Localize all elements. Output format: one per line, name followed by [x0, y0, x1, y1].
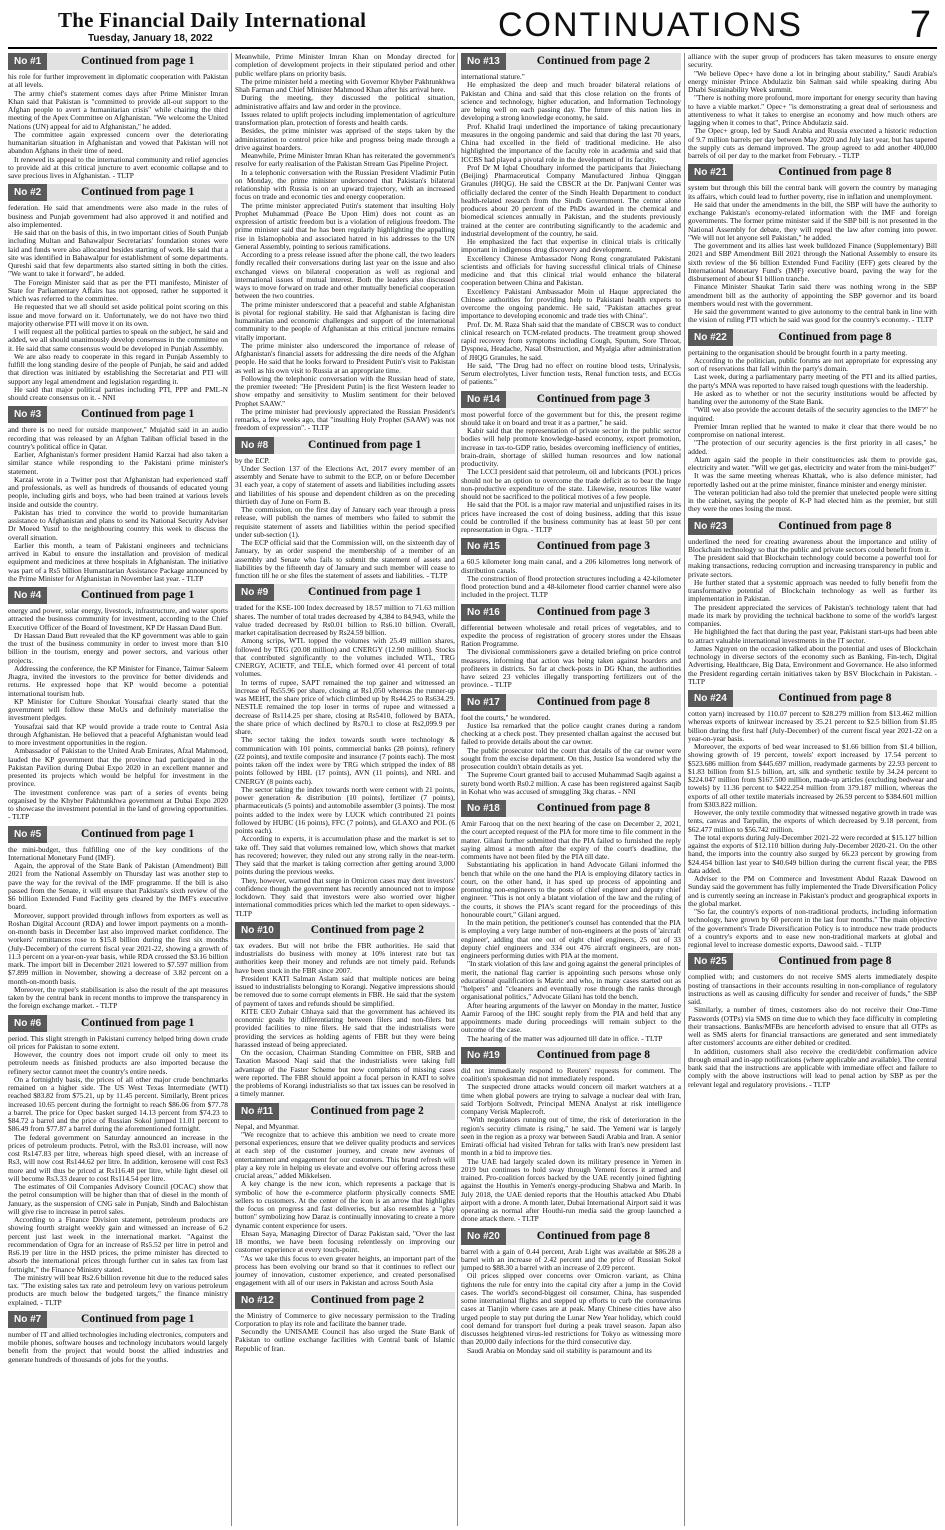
article-title: Continued from page 3 — [506, 391, 681, 408]
article-header — [235, 922, 455, 939]
article-title: Continued from page 1 — [47, 53, 228, 70]
article-title: Continued from page 1 — [47, 1311, 228, 1328]
article-paragraph: On the occasion, Chairman Standing Committee on FBR, SRB and Taxation Masood Naqi said that the industrialists were taking full advantage of the Faster Scheme but now complaints of missing cases were reported. The FBR should appoint a focal person in KATI to solve the problems of Korangi industrialists so that tax issues can be resolved in a timely manner. — [235, 1048, 455, 1099]
article-number: No #3 — [8, 406, 47, 423]
article-paragraph: Prof. Dr. M. Raza Shah said that the mandate of CBSCR was to conduct clinical research on TCM-related products. The treatment group showed rapid recovery from symptoms including Cough, Sputum, Sore Throat, Dyspnea, Headache, Nasal Obstruction, and Myalgia after administration of JHQG Granules, he said. — [461, 319, 681, 362]
article-paragraph: "In stark violation of this law and going against the general principles of merit, the national flag carrier is appointing such persons whose only educational qualification is Matric and who, in many cases started out as "helpers" and "cleaners and eventually rose through the ranks through organisational politics," Advocate Gilani has told the bench. — [461, 959, 681, 1002]
article-title: Continued from page 1 — [47, 826, 228, 843]
article-paragraph: Ehsan Saya, Managing Director of Daraz Pakistan said, "Over the last 18 months, we have been focusing relentlessly on improving our customer experience at every touch-point. — [235, 1228, 455, 1255]
article-body — [8, 1331, 228, 1364]
article-title: Continued from page 8 — [733, 329, 937, 346]
article-body — [235, 53, 455, 433]
article-paragraph: During the meeting, they discussed the political situation, administrative affairs and law and order in the province. — [235, 93, 455, 111]
article-paragraph: The president said that Blockchain technology could become a powerful tool for making transactions, reducing corruption and increasing transparency in public and private sectors. — [688, 553, 937, 579]
article-paragraph: and there is no need for outside manpower," Mujahid said in an audio recording that was released by an Afghan Taliban official based in the country's political office in Qatar. — [8, 425, 228, 451]
article-paragraph: "As we take this focus to even greater heights, an important part of the process has been evolving our brand so that it continues to reflect our journey of innovation, customer experience, and created personalised engagement with all of our users in Pakistan and across South Asia — [235, 1253, 455, 1288]
article-paragraph: The UAE had largely scaled down its military presence in Yemen in 2019 but continues to hold sway through Yemeni forces it armed and trained. Pro-coalition forces backed by the UAE recently joined fighting against the Houthis in Yemen's energy-producing Shabwa and Marib. In July 2018, the UAE denied reports that the Houthis attacked Abu Dhabi airport with a drone. A month later, Dubai International Airport said it was operating as normal after Houthi-run media said the group launched a drone attack there. - TLTP — [461, 1156, 681, 1224]
article-paragraph: According to experts, it is accumulation phase and the market is set to take off. They said that volumes remained low, which shows that market has recovered; however, they ruled out any strong rally in the near-term. They said that the market is taking correction after getting around 3,000 points during the previous weeks. — [235, 834, 455, 877]
continued-article — [8, 184, 228, 402]
article-paragraph: The sector taking the index towards south were technology & communication with 101 points, commercial banks (28 points), refinery (22 points), and textile composite and insurance (7 points each). The most points taken off the index were by TRG which stripped the index of 88 points followed by HBL (17 points), AVN (11 points), and NRL and CNERGY (8 points each). — [235, 735, 455, 786]
article-body — [461, 1067, 681, 1224]
article-header — [461, 391, 681, 408]
article-paragraph: He said, "The Drug had no effect on routine blood tests, Urinalysis, Serum electrolytes, Liver function tests, Renal function tests, and ECGs of patients." — [461, 360, 681, 387]
article-paragraph: Secondly the UNISAME Council has also urged the State Bank of Pakistan to outline exchange facilities with Central bank of Islamic Republic of Iran. — [235, 1327, 455, 1353]
continued-article — [235, 1103, 455, 1288]
article-paragraph: The president appreciated the services of Pakistan's technology talent that had made its mark by providing the technical backbone to some of the world's largest companies. — [688, 602, 937, 628]
article-paragraph: Meanwhile, Prime Minister Imran Khan on Monday directed for completion of development projects in their stipulated period and other public welfare plans on priority basis. — [235, 53, 455, 78]
article-paragraph: number of IT and allied technologies including electronics, computers and mobile phones, software houses and technology incubators would largely benefit from the project that would boost the allied industries and generate hundreds of thousands of jobs for the youths. — [8, 1329, 228, 1364]
article-body — [688, 53, 937, 160]
article-paragraph: Dr Hassan Daud Butt revealed that the KP government was able to gain the trust of the business community in order to invest more than $10 billion in the tourism, energy and power sectors, and various other projects. — [8, 630, 228, 665]
article-paragraph: He further stated that a systemic approach was needed to fully benefit from the transformative potential of Blockchain technology as well as further its implementation in Pakistan. — [688, 577, 937, 604]
article-paragraph: He said that major political parties including PTI, PPP and PML-N should create consensus on it. - NNI — [8, 384, 228, 402]
article-paragraph: The total exports during July-December 2021-22 were recorded at $15.127 billion against the exports of $12.110 billion during July-December 2020-21. On the other hand, the imports into the country also surged by 66.23 percent by growing from $24.454 billion last year to $40.649 billion during the current fiscal year, the PBS data added. — [688, 832, 937, 875]
continued-article — [461, 800, 681, 1043]
article-paragraph: "So far, the country's exports of non-traditional products, including information technology, have grown by 60 percent in the last four months." The main objective of the government's Trade Diversification Policy is to introduce new trade products of a country's exports and to ease new non-traditional markets at global and regional level to increase domestic exports, Dawood said. - TLTP — [688, 907, 937, 949]
article-body — [235, 1123, 455, 1288]
article-number: No #14 — [461, 391, 506, 408]
article-paragraph: In a telephonic conversation with the Russian President Vladimir Putin on Monday, the prime minister underscored that Pakistan's bilateral relationship with Russia is on an upward trajectory, with an increased focus on trade and economic ties and energy cooperation. — [235, 167, 455, 202]
article-header — [235, 1103, 455, 1120]
article-paragraph: He said that under the amendments in the bill, the SBP will have the authority to exchange Pakistan's economy-related information with the IMF and foreign governments. The former prime minister said if the SBP bill is not presented in the National Assembly for debate, they will repeal the law after coming into power. "We will not let anyone sell Pakistan," he added. — [688, 199, 937, 242]
article-paragraph: The suspected drone attacks would concern oil market watchers at a time when global powers are trying to salvage a nuclear deal with Iran, said Torbjorn Soltvedt, Principal MENA Analyst at risk intelligence company Verisk Maplecroft. — [461, 1082, 681, 1116]
article-paragraph: energy and power, solar energy, livestock, infrastructure, and water sports attracted the business community for investment, according to the Chief Executive Officer of the Board of Investment, KP Dr Hassan Daud Butt. — [8, 606, 228, 632]
article-paragraph: Saudi Arabia on Monday said oil stability is paramount and its — [467, 1345, 652, 1355]
masthead — [8, 4, 937, 48]
article-body — [235, 1312, 455, 1353]
article-paragraph: Again, the approval of the State Bank of Pakistan (Amendment) Bill 2021 from the National Assembly on Thursday last was another step to pave the way for the revival of the IMF programme. If the bill is also passed from the Senate, it will ensure that Pakistan's sixth review of the $6 billion Extended Fund Facility gets cleared by the IMF's executive board. — [8, 861, 228, 912]
article-paragraph: Finance Minister Shaukat Tarin said there was nothing wrong in the SBP amendment bill as the authority of appointing the SBP governor and its board members would rest with the government. — [688, 282, 937, 308]
column-divider — [231, 53, 232, 1526]
article-header — [688, 329, 937, 346]
article-paragraph: The ministry will bear Rs2.6 billion revenue hit due to the reduced sales tax. "The existing sales tax rate and petroleum levy on various petroleum products are much below the budgeted targets," the finance ministry explained. - TLTP — [8, 1272, 228, 1307]
article-paragraph: He said that on the basis of this, in two important cities of South Punjab including Multan and Bahawalpur Secretariats' foundation stones were laid and funds were also allocated besides starting of work. He said that a site was identified in Bahawalpur for establishment of some departments. Qureshi said that few departments also started sitting in both the cities. "We want to take it forward", he added. — [8, 228, 228, 279]
article-title: Continued from page 1 — [47, 1015, 228, 1032]
article-paragraph: On a fortnightly basis, the prices of all other major crude benchmarks remained on a higher side. The US West Texas Intermediate (WTI) reached $83.82 from $75.21, up by 11.45 percent. Similarly, Brent prices increased 10.65 percent during the fortnight to reach $86.06 from $77.78 a barrel. The price for Opec basket surged 14.13 percent from $74.23 to $84.72 a barrel and the price of Russian Sokol jumped 11.01 percent to $86.49 from $77.87 a barrel during the aforementioned fortnight. — [8, 1074, 228, 1134]
article-paragraph: period. This slight strength in Pakistani currency helped bring down crude oil prices for Pakistan to some extent. — [8, 1033, 228, 1051]
article-paragraph: According to a press release issued after the phone call, the two leaders fondly recalled their conversations during last year on the issue and also exchanged views on bilateral cooperation as well as regional and international issues of mutual interest. Both the leaders also discussed ways to move forward on trade and other mutually beneficial cooperation between the two countries. — [235, 250, 455, 301]
article-number: No #8 — [235, 437, 274, 454]
page-number: 7 — [909, 4, 931, 46]
article-header — [8, 53, 228, 70]
article-number: No #16 — [461, 604, 506, 621]
article-body — [688, 538, 937, 687]
article-body — [688, 973, 937, 1089]
article-body — [461, 558, 681, 599]
article-paragraph: barrel with a gain of 0.44 percent, Arab Light was available at $86.28 a barrel with an increase of 2.42 percent and the price of Russian Sokol jumped to $88.30 a barrel with an increase of 2.09 percent. — [461, 1246, 681, 1272]
article-paragraph: the Ministry of Commerce to give necessary permission to the Trading Corporation to play its role and facilitate the banner trade. — [235, 1310, 455, 1328]
continued-article — [8, 1015, 228, 1307]
article-title: Continued from page 2 — [280, 1292, 455, 1309]
article-header — [235, 584, 455, 601]
article-header — [688, 518, 937, 535]
article-paragraph: KP Minister for Culture Shoukat Yousafzai clearly stated that the government will follow these MoUs and definitely materialise the investment pledges. — [8, 696, 228, 723]
continued-article — [461, 1047, 681, 1224]
article-number: No #13 — [461, 53, 506, 70]
article-body — [688, 184, 937, 324]
article-body — [461, 73, 681, 387]
article-number: No #18 — [461, 800, 506, 817]
article-title: Continued from page 8 — [506, 1228, 681, 1245]
article-header — [688, 164, 937, 181]
article-paragraph: Amir Farooq that on the next hearing of the case on December 2, 2021, the court accepted request of the PIA for more time to file comment in the matter. Gilani further submitted that the PIA failed to furnished the reply saying almost a month after the expiry of the court's deadline, the comments have not been filed by the PIA till date. — [461, 819, 681, 861]
article-paragraph: The government and its allies last week bulldozed Finance (Supplementary) Bill 2021 and SBP Amendment Bill 2021 through the National Assembly to ensure its sixth review of the $6 billion Extended Fund Facility (EFF) gets cleared by the International Monetary Fund's (IMF) executive board, paving the way for the disbursement of about $1 billion tranche. — [688, 241, 937, 283]
article-paragraph: Ambassador of Pakistan to the United Arab Emirates, Afzal Mahmood, lauded the KP government that the province had participated in the Pakistan Pavilion during Dubai Expo 2020 in an excellent manner and presented its projects which would be helpful for investment in the province. — [8, 746, 228, 789]
article-title: Continued from page 8 — [733, 690, 937, 707]
article-paragraph: They, however, warned that surge in Omicron cases may dent investors' confidence though the government has recently announced not to impose lockdown. They said that investors were also worried over higher international commodities prices which led the market to open sideways. - TLTP — [235, 875, 455, 918]
article-paragraph: complied with; and customers do not receive SMS alerts immediately despite posting of transactions in their accounts resulting in non-compliance of regulatory instructions as well as causing difficulty for sender and receiver of funds," the SBP said. — [688, 972, 937, 1006]
article-paragraph: In addition, customers shall also receive the credit/debit confirmation advice through email and in-app notifications (where applicable and available). The central bank said that the instructions are applicable with immediate effect and failure to comply with the above instructions will lead to penal action by SBP as per the relevant legal and regulatory provisions. - TLTP — [688, 1046, 937, 1089]
article-number: No #7 — [8, 1311, 47, 1328]
article-paragraph: The ECP official said that the Commission will, on the sixteenth day of January, by an order suspend the membership of a member of an assembly and Senate who fails to submit the statement of assets and liabilities by the fifteenth day of January and such member will cease to function till he or she files the statement of assets and liabilities. - TLTP — [235, 538, 455, 580]
continued-article — [461, 538, 681, 599]
article-paragraph: "The protection of our security agencies is the first priority in all cases," he added. — [688, 438, 937, 456]
article-paragraph: Justice Isa remarked that the police caught cranes during a random checking at a check post. They presented challan against the accused but failed to provide details about the car owner. — [461, 720, 681, 747]
article-header — [8, 184, 228, 201]
article-number: No #17 — [461, 694, 506, 711]
article-title: Continued from page 2 — [506, 53, 681, 70]
article-paragraph: international stature." — [461, 72, 525, 81]
column-1 — [8, 53, 228, 1526]
article-paragraph: Similarly, a number of times, customers also do not receive their One-Time Passwords (OTPs) via SMS on time due to which they face difficulty in completing their transactions. Banks/MFBs are henceforth advised to ensure that all OTPs as well as SMS alerts for financial transactions are generated and sent immediately after customers' accounts are either debited or credited. — [688, 1005, 937, 1048]
article-paragraph: fool the courts," he wondered. — [461, 712, 551, 722]
article-paragraph: Among scrips, WTL topped the volumes with 25.49 million shares, followed by TRG (20.08 million) and CNERGY (12.90 million). Stocks that contributed significantly to the volumes included WTL, TRG CNERGY, ACIETF, and TELE, which formed over 41 percent of total volumes. — [235, 636, 455, 679]
continued-article — [688, 164, 937, 324]
article-paragraph: The committee again expressed concern over the deteriorating humanitarian situation in Afghanistan and vowed that Pakistan will not abandon Afghans in their time of need. — [8, 129, 228, 156]
article-title: Continued from page 3 — [506, 538, 681, 555]
article-number: No #15 — [461, 538, 506, 555]
article-header — [8, 1311, 228, 1328]
article-body — [235, 942, 455, 1099]
article-paragraph: Alam again said the people in their constituencies ask them to provide gas, electricity and water. "Will we get gas, electricity and water from the mini-budget?" — [688, 454, 937, 472]
article-paragraph: Nepal, and Myanmar. — [235, 1121, 300, 1131]
article-body — [8, 426, 228, 583]
article-header — [235, 437, 455, 454]
article-paragraph: The prime minister also underscored the importance of release of Afghanistan's financial assets for addressing the dire needs of the Afghan people. He said that he looks forward to President Putin's visit to Pakistan as well as his own visit to Russia at an appropriate time. — [235, 340, 455, 375]
article-paragraph: He highlighted the fact that during the past year, Pakistani start-ups had been able to attract valuable international investments in the IT sector. — [688, 627, 937, 645]
continued-article — [8, 406, 228, 583]
article-body — [235, 604, 455, 918]
article-number: No #21 — [688, 164, 733, 181]
article-body — [688, 710, 937, 949]
article-number: No #12 — [235, 1292, 280, 1309]
article-paragraph: Excellency Chinese Ambassador Nong Rong congratulated Pakistani scientists and officials for having successful clinical trials of Chinese medicine and that this clinical trial would enhance the bilateral cooperation between China and Pakistan. — [461, 253, 681, 288]
article-body — [235, 457, 455, 581]
article-paragraph: The construction of flood protection structures including a 42-kilometer flood protection bund and a 48-kilometer flood carrier channel were also included in the project. TLTP — [461, 573, 681, 600]
article-title: Continued from page 8 — [506, 694, 681, 711]
article-title: Continued from page 8 — [506, 800, 681, 817]
article-header — [8, 587, 228, 604]
article-header — [461, 1228, 681, 1245]
continued-article — [235, 584, 455, 918]
article-body — [461, 714, 681, 797]
article-paragraph: Pakistan has tried to convince the world to provide humanitarian assistance to Afghanistan and plans to send its National Security Adviser Dr Moeed Yusuf to the neighbouring country this week to discuss the overall situation. — [8, 507, 228, 542]
continued-article — [235, 922, 455, 1099]
article-paragraph: "Will we also provide the account details of the security agencies to the IMF?" he inquired. — [688, 405, 937, 423]
article-paragraph: The sector taking the index towards north were cement with 21 points, power generation & distribution (10 points), fertilizer (7 points), pharmaceuticals (5 points) and automobile assembler (3 points). The most points added to the index were by LUCK which contributed 21 points followed by HUBC (16 points), FFC (7 points), and GLAXO and POL (6 points each). — [235, 784, 455, 835]
continued-article — [8, 587, 228, 822]
article-paragraph: alliance with the super group of producers has taken measures to ensure energy security. — [688, 53, 937, 70]
article-paragraph: The prime minister had previously appreciated the Russian President's remarks, a few weeks ago, that "insulting Holy Prophet (SAAW) was not freedom of expression". - TLTP — [235, 406, 455, 433]
article-body — [688, 349, 937, 514]
article-header — [461, 538, 681, 555]
article-header — [461, 1047, 681, 1064]
article-number: No #9 — [235, 584, 274, 601]
article-paragraph: Oil prices slipped over concerns over Omicron variant, as China tightens the rule for entry into the capital city after a jump in the Covid cases. The world's second-biggest oil consumer, China, has suspended some international flights and stepped up efforts to curb the coronavirus cases at Tianjin where cases are at peak. Many Chinese cities have also urged people to stay put during the Lunar New Year holiday, which could cool demand for transport fuel during a peak travel season. Japan also discusses heightened virus-led restrictions for Tokyo as witnessing more than 20,000 daily infections for the third consecutive day. — [461, 1271, 681, 1347]
article-number: No #6 — [8, 1015, 47, 1032]
continued-article — [461, 694, 681, 797]
article-paragraph: traded for the KSE-100 Index decreased by 18.57 million to 71.63 million shares. The number of total trades decreased by 4,384 to 84,943, while the value traded decreased by Rs0.01 billion to Rs6.10 billion. Overall, market capitalisation decreased by Rs24.59 billion. — [235, 603, 455, 637]
article-paragraph: After hearing arguments of the lawyer on Monday in the matter, Justice Aamir Farooq of the IHC sought reply from the PIA and held that any appointments made during proceedings will remain subject to the outcome of the case. — [461, 1000, 681, 1035]
article-paragraph: a 60.5 kilometer long main canal, and a 206 kilometres long network of distribution canals. — [461, 557, 681, 575]
article-body — [461, 411, 681, 535]
section-title: CONTINUATIONS — [498, 6, 803, 44]
article-number: No #23 — [688, 518, 733, 535]
article-title: Continued from page 1 — [47, 184, 228, 201]
article-header — [461, 800, 681, 817]
article-paragraph: system but through this bill the central bank will govern the country by managing its affairs, which could lead to further poverty, rise in inflation and unemployment. — [688, 183, 937, 201]
article-paragraph: Moreover, the rupee's stabilisation is also the result of the apt measures taken by the central bank in recent months to improve the transparency in the foreign exchange market. - TLTP — [8, 984, 228, 1011]
article-paragraph: The prime minister appreciated Putin's statement that insulting Holy Prophet Muhammad (Peace Be Upon Him) does not count as an expression of artistic freedom but is a violation of religious freedom. The prime minister said that he has been regularly highlighting the appalling rise in Islamophobia and associated hatred in his addresses to the UN General Assembly, pointing to serious ramifications. — [235, 200, 455, 251]
article-paragraph: Earlier this month, a team of Pakistani engineers and technicians arrived in Kabul to ensure the installation and provision of medical equipment and medicines at three hospitals in Afghanistan. The initiative was part of a Rs5 billion Humanitarian Assistance Package announced by the Prime Minister for Afghanistan in November last year. - TLTP — [8, 540, 228, 583]
article-paragraph: We are also ready to cooperate in this regard in Punjab Assembly to fulfill the long standing desire of the people of Punjab, he said and added that direction was initiated by establishing the Secretariat and PTI will support any legal amendment and legislation regarding it. — [8, 351, 228, 386]
continued-article — [235, 1292, 455, 1353]
article-paragraph: It renewed its appeal to the international community and relief agencies to provide aid at this critical juncture to avert economic collapse and to save precious lives in Afghanistan. - TLTP — [8, 154, 228, 180]
article-header — [461, 694, 681, 711]
article-paragraph: However, the country does not import crude oil only to meet its petroleum needs as finished products are also imported because the refinery sector cannot meet the country's entire needs. — [8, 1050, 228, 1076]
article-header — [688, 690, 937, 707]
article-body — [8, 607, 228, 822]
article-paragraph: Substantiating his application in hand Advocate Gilani informed the bench that while on the one hand the PIA is employing dilatory tactics in court, on the other hand, it has sped up process of appointing and promoting non-engineers to the posts of chief engineer and deputy chief engineer. "This is not only a blatant violation of the law and the ruling of the courts, it shows the PIA's scant regard for the proceedings of this honourable court," Gilani argued. — [461, 860, 681, 919]
article-title: Continued from page 1 — [274, 437, 455, 454]
article-paragraph: Besides, the prime minister was apprised of the steps taken by the administration to control price hike and progress being made through a drive against hoarders. — [235, 126, 455, 152]
article-paragraph: Earlier, Afghanistan's former president Hamid Karzai had also taken a similar stance while responding to the Pakistani prime minister's statement. — [8, 450, 228, 476]
issue-date: Tuesday, January 18, 2022 — [88, 33, 213, 44]
article-paragraph: According to the politician, public forums are not appropriate for expressing any sort of reservations that fall within the party's domain. — [688, 355, 937, 373]
article-paragraph: tax evaders. But will not bribe the FBR authorities. He said that industrialists do business with money at 10% interest rate but tax authorities keep their money and refunds are not timely paid. Refunds have been stuck in the FBR since 2007. — [235, 940, 455, 975]
article-header — [235, 1292, 455, 1309]
article-number: No #22 — [688, 329, 733, 346]
article-number: No #10 — [235, 922, 280, 939]
article-number: No #4 — [8, 587, 47, 604]
article-number: No #1 — [8, 53, 47, 70]
article-paragraph: According to a Finance Division statement, petroleum products are showing fourth straight weekly gain and witnessed an increase of 6.2 percent just last week in the international market. "Against the recommendation of Ogra for an increase of Rs5.52 per litre in petrol and Rs6.19 per litre in the HSD prices, the prime minister has directed to absorb the international prices through further cut in sales tax from last fortnight," the Finance Ministry stated. — [8, 1215, 228, 1274]
column-divider — [457, 53, 458, 1526]
article-paragraph: the mini-budget, thus fulfilling one of the key conditions of the International Monetary Fund (IMF). — [8, 844, 228, 862]
article-paragraph: Following the telephonic conversation with the Russian head of state, the premier tweeted: "He [President Putin] is the first Western leader to show empathy and sensitivity to Muslim sentiment for their beloved Prophet SAAW." — [235, 373, 455, 408]
article-paragraph: It was the same meeting whereas Khattak, who is also defence minister, had reportedly lashed out at the prime minister, finance minister and energy minister. — [688, 471, 937, 489]
article-paragraph: Last week, during a parliamentary party meeting of the PTI and its allied parties, the party's MNA was reported to have raised tough questions with the leadership. — [688, 372, 937, 390]
article-body — [8, 1035, 228, 1307]
article-paragraph: The LCCI president said that petroleum, oil and lubricants (POL) prices should not be an option to overcome the trade deficit as to bear the huge non-productive expenditure of the state. Likewise, resources like water should not be sacrificed to the political motives of a few people. — [461, 467, 681, 501]
continued-article — [688, 53, 937, 160]
article-number: No #24 — [688, 690, 733, 707]
article-paragraph: Under Section 137 of the Elections Act, 2017 every member of an assembly and Senate have to submit to the ECP, on or before December 31 each year, a copy of statement of assets and liabilities including assets and liabilities of his spouse and dependent children as on the preceding thirtieth day of June on Form B. — [235, 463, 455, 506]
article-title: Continued from page 8 — [506, 1047, 681, 1064]
article-paragraph: In terms of rupee, SAPT remained the top gainer and witnessed an increase of Rs55.96 per share, closing at Rs1,050 whereas the runner-up was MEHT, the share price of which climbed up by Rs44.25 to Rs634.29. NESTLE remained the top loser in terms of rupee and witnessed a decrease of Rs114.25 per share, closing at Rs5410, followed by BATA, the share price of which declined by Rs70.1 to close at Rs2,099.9 per share. — [235, 677, 455, 736]
article-paragraph: He said that the POL is a major raw material and unjustified raises in its prices have increased the cost of doing business, adding that this issue could be controlled if the business community has at least 50 per cent representation in Ogra. - TLTP — [461, 500, 681, 534]
article-paragraph: Kabir said that the representation of private sector in the public sector bodies will help promote knowledge-based economy, export promotion, increase in tax-to-GDP ratio, besides overcoming inefficiency of entities, brain-drain, shortage of skilled human resources and low national productivity. — [461, 426, 681, 468]
continued-article — [461, 391, 681, 535]
article-title: Continued from page 8 — [733, 518, 937, 535]
article-paragraph: "We recognize that to achieve this ambition we need to create more personal experiences, ensure that we deliver quality products and services at each step of the customer journey, and create new avenues of entertainment and engagement for our customers. This brand refresh will play a key role in helping us elevate and evolve our offering across these crucial areas," added Mikkelsen. — [235, 1129, 455, 1180]
article-paragraph: Moreover, support provided through inflows from exporters as well as Roshan Digital Account (RDA) and lower import payments on a month-on-month basis in December last also improved market confidence. The workers' remittances rose to $15.8 billion during the first six months (July-December) of the current fiscal year 2021-22, showing a growth of 11.3 percent on a year-on-year basis, while RDA crossed the $3.16 billion mark. The import bill in December 2021 lowered to $7.597 million from $7.899 million in November, showing a decrease of 3.82 percent on a month-on-month basis. — [8, 910, 228, 986]
article-header — [8, 826, 228, 843]
article-paragraph: The commission, on the first day of January each year through a press release, will publish the names of members who failed to submit the requisite statement of assets and liabilities within the period specified under sub-section (1). — [235, 505, 455, 539]
continued-article — [8, 53, 228, 180]
continued-article — [461, 1228, 681, 1355]
article-paragraph: The estimates of Oil Companies Advisory Council (OCAC) show that the petrol consumption will be higher than that of diesel in the month of January, as the suspension of CNG sale in Punjab, Sindh and Balochistan will give rise to increase in petrol sales. — [8, 1182, 228, 1216]
article-paragraph: most powerful force of the government but for this, the present regime should take it on board and treat it as a partner," he said. — [461, 409, 681, 427]
article-paragraph: Yousafzai said that KP would provide a trade route to Central Asia through Afghanistan. He believed that a peaceful Afghanistan would lead to more investment opportunities in the region. — [8, 721, 228, 747]
article-paragraph: A key change is the new icon, which represents a package that is symbolic of how the e-commerce platform physically connects SME sellers to customers. At the center of the icon is an arrow that highlights the focus on progress and fast deliveries, but also resembles a "play button" symbolizing how Daraz is continually innovating to create a more dynamic content experience for users. — [235, 1179, 455, 1230]
article-number: No #5 — [8, 826, 47, 843]
article-title: Continued from page 3 — [506, 604, 681, 621]
continued-article — [688, 329, 937, 514]
newspaper-name: The Financial Daily International — [58, 8, 367, 32]
article-paragraph: Karzai wrote in a Twitter post that Afghanistan had experienced staff and professionals, as well as hundreds of thousands of educated young people, including girls and boys, who had been trained at various levels inside and outside the country. — [8, 474, 228, 509]
article-paragraph: Addressing the conference, the KP Minister for Finance, Taimur Saleem Jhagra, invited the investors to the province for better dividends and returns. He expressed hope that KP would become a potential international tourism hub. — [8, 663, 228, 698]
article-number: No #25 — [688, 953, 733, 970]
article-paragraph: Prof Dr M Iqbal Choudhary informed the participants that Jiuiechang (Beijing) Pharmaceutical Company Manufactured Jinhua Qinggan Granules (JHQG). He said the CBSCR at the Dr. Panjwani Center was officially declared the center of the Sindh Health Department to conduct health-related research from the Sindh Government. The center alone produces about 20 percent of the PhDs awarded in the chemical and biomedical sciences annually in Pakistan, and the students previously trained at the center are contributing significantly to the academic and industrial development of the country, he said. — [461, 162, 681, 238]
article-paragraph: Issues related to uplift projects including implementation of agriculture transformation plan, protection of forests and health cards. — [235, 109, 455, 127]
continued-article — [8, 1311, 228, 1364]
continued-article — [688, 690, 937, 949]
article-paragraph: However, the only textile commodity that witnessed negative growth in trade was tents, canvas and Tarpulin, the exports of which decreased by 9.18 percent, from $62.477 million to $56.742 million. — [688, 808, 937, 834]
article-header — [8, 406, 228, 423]
article-paragraph: The hearing of the matter was adjourned till date in office. - TLTP — [467, 1033, 663, 1043]
article-paragraph: his role for further improvement in diplomatic cooperation with Pakistan at all levels. — [8, 72, 228, 90]
article-paragraph: The army chief's statement comes days after Prime Minister Imran Khan said that Pakistan is "committed to provide all-out support to the Afghan people to avert a humanitarian crisis" while chairing the third meeting of the Apex Committee on Afghanistan. "We welcome the United Nations (UN) appeal for aid to Afghanistan," he added. — [8, 88, 228, 131]
article-body — [461, 820, 681, 1043]
article-paragraph: "There is nothing more profound, more important for energy security than having to have a viable market." Opec+ "is demonstrating a great deal of seriousness and attentiveness to what it takes to energise an economy and how much others are lagging when it comes to that", Prince Abdulaziz said. — [688, 93, 937, 127]
article-paragraph: Prof. Khalid Iraqi underlined the importance of taking precautionary measures in the ongoing pandemic and said that during the last 70 years, China had excelled in the field of traditional medicine. He also highlighted the importance of the faculty role in academia and said that ICCBS had played a pivotal role in the development of its faculty. — [461, 121, 681, 164]
article-header — [461, 53, 681, 70]
article-body — [8, 846, 228, 1011]
article-paragraph: He asked as to whether or not the security institutions would be affected by handing over the autonomy of the State Bank. — [688, 388, 937, 406]
article-body — [461, 1248, 681, 1355]
continued-article — [461, 604, 681, 690]
article-paragraph: Adviser to the PM on Commerce and Investment Abdul Razak Dawood on Sunday said the government has fully implemented the Trade Diversification Policy and is currently seeing an increase in Pakistan's product and geographical exports in the global market. — [688, 874, 937, 908]
article-paragraph: federation. He said that amendments were also made in the rules of business and Punjab government had also approved it and notified and also implemented. — [8, 203, 228, 229]
article-number: No #2 — [8, 184, 47, 201]
article-paragraph: I will request all the political parties to speak on the subject, he said and added, we all should unanimously develop consensus in the committee on it. He said that same consensus would be developed in Punjab Assembly. — [8, 327, 228, 353]
article-paragraph: He said the government wanted to give autonomy to the central bank in line with the vision of ruling PTI which he said was good for the country's economy. - TLTP — [688, 307, 937, 325]
article-paragraph: President KATI Salman Aslam said that multiple notices are being issued to industrialists belonging to Korangi. Negative impressions should be removed due to some corrupt elements in FBR. He said that the system of payment of taxes and refunds should be simplified. — [235, 973, 455, 1008]
article-body — [8, 73, 228, 180]
article-header — [461, 604, 681, 621]
continued-article — [235, 437, 455, 581]
article-title: Continued from page 8 — [733, 953, 937, 970]
article-header — [688, 953, 937, 970]
page-columns — [8, 53, 937, 1526]
article-body — [461, 624, 681, 690]
article-number: No #20 — [461, 1228, 506, 1245]
article-paragraph: The veteran politician had also told the premier that unelected people were sitting in the cabinet, saying the people of K-P had elected him as the premier, but still they were the ones losing the most. — [688, 487, 937, 514]
continued-article — [461, 53, 681, 387]
article-title: Continued from page 8 — [733, 164, 937, 181]
article-paragraph: He requested that we all should set aside political point scoring on this issue and move forward on it. Unfortunately, we do not have two third majority otherwise PTI will move it on its own. — [8, 302, 228, 328]
article-paragraph: He emphasized the fact that expertise in clinical trials is critically important in indigenous drug discovery and development. — [461, 237, 681, 255]
column-divider — [684, 53, 685, 1526]
article-paragraph: Meanwhile, Prime Minister Imran Khan has reiterated the government's resolve for early realisation of the Pakistan Stream Gas Pipeline Project. — [235, 151, 455, 169]
article-paragraph: The Opec+ group, led by Saudi Arabia and Russia executed a historic reduction of 9.7 million barrels per day between May 2020 and July last year, but has tapered the supply cuts as demand improved. The group agreed to add another 400,000 barrels of oil per day to the market from February. - TLTP — [688, 126, 937, 160]
article-paragraph: The prime minister held a meeting with Governor Khyber Pakhtunkhwa Shah Farman and Chief Minister Mahmood Khan after his arrival here. — [235, 76, 455, 94]
article-paragraph: James Nguyen on the occasion talked about the potential and uses of Blockchain technology in diverse sectors of the economy such as Banking, Fin-tech, Digital Advertising, Healthcare, Big Data, Environment and Governance. He also informed the President regarding certain initiatives taken by BSV Blockchain in Pakistan. - TLTP — [688, 643, 937, 686]
article-number: No #11 — [235, 1103, 279, 1120]
article-paragraph: differential between wholesale and retail prices of vegetables, and to expedite the process of registration of grocery stores under the Ehsaas Ration Programme. — [461, 622, 681, 648]
article-paragraph: by the ECP. — [235, 455, 270, 465]
article-paragraph: Moreover, the exports of bed wear increased to $1.66 billion from $1.4 billion, showing growth of 19 percent, towels' export increased by 17.54 percent to $523.686 million from $445.697 million, readymade garments by 22.93 percent to $1.83 billion from $1.5 billion, art, silk and synthetic textile by 34.24 percent to $224.047 million from $167.500 million, made-up articles (excluding bedwear and towels) by 11.36 percent to $422.254 million from 379.187 million, whereas the exports of all other textile materials increased by 26.59 percent to $384.601 million from $303.822 million. — [688, 742, 937, 809]
article-paragraph: underlined the need for creating awareness about the importance and utility of Blockchain technology so that the public and private sectors could benefit from it. — [688, 536, 937, 554]
header-rule — [8, 47, 937, 49]
article-paragraph: He emphasized the deep and much broader bilateral relations of Pakistan and China and said that this close relation on the fronts of science and technology, higher education, and Information Technology are being well on each passing day. The future of this nation lies in developing a strong knowledge economy, he said. — [461, 80, 681, 123]
article-title: Continued from page 1 — [47, 587, 228, 604]
article-paragraph: The Foreign Minister said that as per the PTI manifesto, Minister of State for Parliamentary Affairs has not opposed, rather he supported it which was referred to the committee. — [8, 277, 228, 303]
continued-article — [688, 953, 937, 1089]
column-3 — [461, 53, 681, 1526]
article-title: Continued from page 1 — [47, 406, 228, 423]
article-header — [8, 1015, 228, 1032]
article-paragraph: The prime minister underscored that a peaceful and stable Afghanistan is pivotal for regional stability. He said that Afghanistan is facing dire humanitarian and economic challenges and support of the international community to the people of Afghanistan at this critical juncture remains vitally important. — [235, 299, 455, 342]
article-paragraph: Premier Imran replied that he wanted to make it clear that there would be no compromise on national interest. — [688, 421, 937, 439]
continued-article — [688, 518, 937, 687]
article-number: No #19 — [461, 1047, 506, 1064]
article-paragraph: The public prosecutor told the court that details of the car owner were sought from the excise department. On this, Justice Isa wondered why the prosecution couldn't obtain details as yet. — [461, 745, 681, 771]
continued-article — [8, 826, 228, 1011]
article-paragraph: The Supreme Court granted bail to accused Muhammad Saqib against a surety bond worth Rs0.2 million. A case has been registered against Saqib in Kohat who was accused of smuggling 3kg charas. - NNI — [461, 770, 681, 796]
article-paragraph: The investment conference was part of a series of events being organised by the Khyber Pakhtunkhwa government at Dubai Expo 2020 to showcase the investment potential in the land of growing opportunities. - TLTP — [8, 787, 228, 822]
article-paragraph: Excellency Pakistani Ambassador Moin ul Haque appreciated the Chinese authorities for providing help to Pakistani health experts to overcome the ongoing pandemic. He said, "Pakistan attaches great importance to developing economic and trade ties with China". — [461, 286, 681, 321]
article-body — [8, 204, 228, 402]
continued-article — [235, 53, 455, 433]
article-paragraph: pertaining to the organisation should be brought fourth in a party meeting. — [688, 347, 908, 357]
article-title: Continued from page 2 — [279, 1103, 455, 1120]
article-paragraph: did not immediately respond to Reuters' requests for comment. The coalition's spokesman did not immediately respond. — [461, 1065, 681, 1083]
article-paragraph: The federal government on Saturday announced an increase in the prices of petroleum products. Petrol, with the Rs3.01 increase, will now cost Rs147.83 per litre, whereas high speed diesel, with an increase of Rs3, will now cost Rs144.62 per litre. In addition, kerosene will cost Rs3 more and will thus be priced at Rs116.48 per litre, while light diesel oil will become Rs3.33 dearer to cost Rs114.54 per litre. — [8, 1132, 228, 1183]
article-paragraph: "We believe Opec+ have done a lot in bringing about stability," Saudi Arabia's energy minister Prince Abdulaziz bin Salman said while speaking during Abu Dhabi Sustainability Week summit. — [688, 68, 937, 94]
article-paragraph: The divisional commissioners gave a detailed briefing on price control measures, informing that action was being taken against hoarders and profiteers in districts. So far at check-posts in DG Khan, the authorities have seized 23 vehicles illegally transporting fertilizers out of the province. - TLTP — [461, 647, 681, 690]
article-title: Continued from page 1 — [274, 584, 455, 601]
article-paragraph: KITE CEO Zubair Chhaya said that the government has achieved its economic goals by differentiating between filers and non-filers but provided facilities to nine filers. He said that the industrialists were providing the services as holding agents of FBR but they were being harassed instead of being appreciated. — [235, 1006, 455, 1049]
article-title: Continued from page 2 — [280, 922, 455, 939]
article-paragraph: In the main petition, the petitioner's counsel has contended that the PIA is employing a very large number of non-engineers at the posts of 'aircraft engineer', adding that one out of eight chief engineers, 25 out of 33 deputy chief engineers and 334 out 476 aircraft engineers, are non-engineers performing duties with PIA at the moment. — [461, 918, 681, 960]
column-4 — [688, 53, 937, 1526]
article-paragraph: cotton yarn) increased by 110.07 percent to $28.279 million from $13.462 million whereas exports of knitwear increased by 35.21 percent to $2.5 billion from $1.85 billion during the first half (July-December) of the current fiscal year 2021-22 on a year-on-year basis. — [688, 709, 937, 743]
article-paragraph: "With negotiators running out of time, the risk of deterioration in the region's security climate is rising," he said. The Yemeni war is largely seen in the region as a proxy war between Saudi Arabia and Iran. A senior Emirati official had visited Tehran for talks with Iran's new president last month in a bid to improve ties. — [461, 1115, 681, 1158]
column-2 — [235, 53, 455, 1526]
